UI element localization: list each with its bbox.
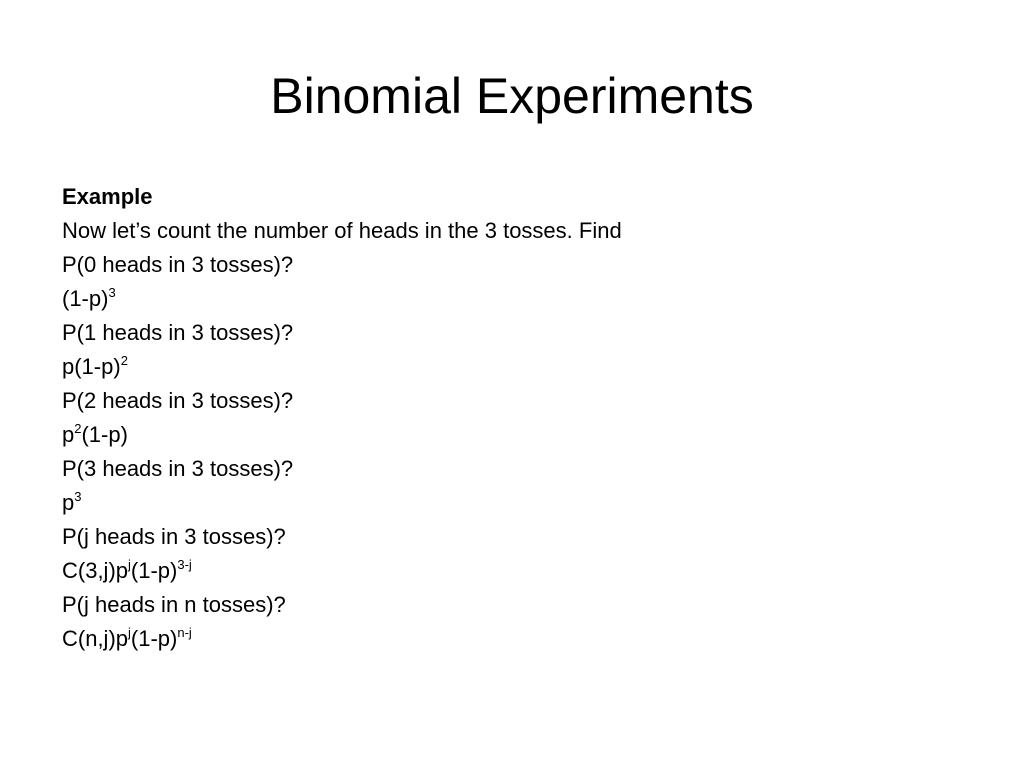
question-j-heads-n: P(j heads in n tosses)? bbox=[62, 592, 286, 617]
answer-n-pre: C(n,j)p bbox=[62, 626, 129, 651]
answer-1-base: p(1-p) bbox=[62, 354, 121, 379]
answer-2-exponent: 2 bbox=[74, 421, 82, 436]
answer-j-mid: (1-p) bbox=[130, 558, 178, 583]
intro-text: Now let’s count the number of heads in the 3 tosses. Find bbox=[62, 218, 622, 243]
question-j-heads-3: P(j heads in 3 tosses)? bbox=[62, 524, 286, 549]
answer-j-heads-n bbox=[62, 622, 962, 656]
answer-3-heads bbox=[62, 486, 962, 520]
answer-1-exponent: 2 bbox=[120, 353, 128, 368]
question-0-heads: P(0 heads in 3 tosses)? bbox=[62, 252, 294, 277]
answer-0-exponent: 3 bbox=[108, 285, 116, 300]
answer-3-exponent: 3 bbox=[74, 489, 82, 504]
answer-1-heads bbox=[62, 350, 962, 384]
answer-j-heads-3 bbox=[62, 554, 962, 588]
answer-j-exp2: 3-j bbox=[177, 557, 192, 572]
answer-j-pre: C(3,j)p bbox=[62, 558, 129, 583]
answer-2-heads bbox=[62, 418, 962, 452]
answer-n-mid: (1-p) bbox=[130, 626, 178, 651]
slide-title: Binomial Experiments bbox=[270, 68, 754, 124]
question-1-heads: P(1 heads in 3 tosses)? bbox=[62, 320, 294, 345]
question-3-heads: P(3 heads in 3 tosses)? bbox=[62, 456, 294, 481]
answer-2-base: p bbox=[62, 422, 75, 447]
answer-j-exp1: j bbox=[128, 557, 131, 572]
question-2-heads: P(2 heads in 3 tosses)? bbox=[62, 388, 294, 413]
answer-n-exp2: n-j bbox=[177, 625, 192, 640]
answer-3-base: p bbox=[62, 490, 75, 515]
answer-0-heads bbox=[62, 282, 962, 316]
answer-n-exp1: j bbox=[128, 625, 131, 640]
example-heading: Example bbox=[62, 184, 153, 209]
answer-2-tail: (1-p) bbox=[81, 422, 128, 447]
answer-0-base: (1-p) bbox=[62, 286, 109, 311]
slide-body bbox=[62, 180, 962, 656]
